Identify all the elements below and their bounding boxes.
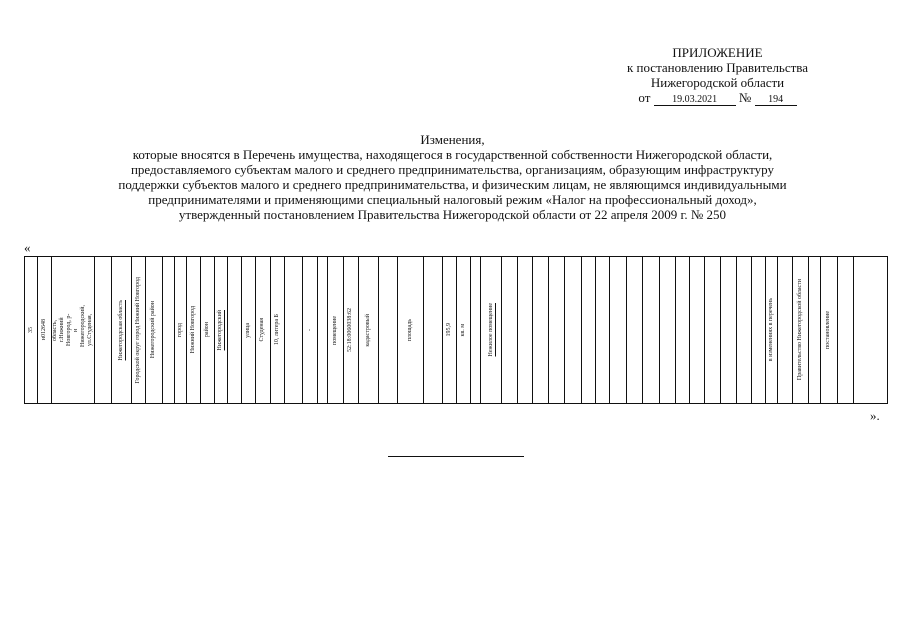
table-cell-text: область, г.Нижний Новгород, р-н Нижегородский, ул.Студеная, <box>51 305 93 347</box>
table-cell <box>201 257 215 403</box>
table-cell <box>854 257 887 403</box>
title-line-4: поддержки субъектов малого и среднего предпринимательства, и физическим лицам, не являющимся индивидуальными <box>118 177 787 192</box>
appendix-date-row <box>590 90 845 106</box>
table-cell-text: Нижегородский район <box>150 301 157 359</box>
table-cell-text: Нежилое помещение <box>487 303 494 357</box>
table-cell <box>379 257 397 403</box>
table-cell <box>690 257 704 403</box>
document-title <box>30 132 875 222</box>
table-cell <box>549 257 565 403</box>
table-cell-text: город <box>177 322 184 338</box>
table-cell <box>809 257 821 403</box>
table-cell <box>533 257 549 403</box>
table-cell-text: 52:18:0060038:62 <box>347 307 354 352</box>
table-cell <box>52 257 95 403</box>
table-cell-text: улица <box>245 322 252 338</box>
table-cell <box>596 257 610 403</box>
table-cell-text: - <box>306 329 313 331</box>
table-cell <box>721 257 737 403</box>
table-cell <box>256 257 270 403</box>
table-cell-text: 35 <box>27 327 34 333</box>
table-cell <box>25 257 38 403</box>
table-cell <box>187 257 201 403</box>
table-cell <box>627 257 643 403</box>
table-cell-text: кв. м <box>460 323 467 337</box>
table-cell <box>146 257 163 403</box>
opening-quote: « <box>24 240 31 255</box>
title-line-3: предоставляемого субъектам малого и среднего предпринимательства, организациям, образующим инфраструктуру <box>130 162 775 177</box>
appendix-date: 19.03.2021 <box>654 94 736 106</box>
table-cell <box>457 257 471 403</box>
table-cell <box>424 257 442 403</box>
title-line-6: утвержденный постановлением Правительства Нижегородской области от 22 апреля 2009 г. № 250 <box>178 207 727 222</box>
table-cell <box>215 257 227 403</box>
changes-table <box>24 256 888 404</box>
table-cell <box>610 257 626 403</box>
closing-quote: ». <box>870 408 880 423</box>
table-cell <box>242 257 256 403</box>
table-cell <box>676 257 690 403</box>
table-cell-text: Городской округ город Нижний Новгород <box>135 276 142 384</box>
table-cell-text: 10, литера Б <box>273 314 280 346</box>
table-cell-text: площадь <box>406 318 413 342</box>
table-cell <box>643 257 659 403</box>
table-cell-text: Нижегородская область <box>118 299 125 361</box>
title-line-1: Изменения, <box>420 132 485 147</box>
table-cell <box>303 257 317 403</box>
table-cell <box>752 257 766 403</box>
table-cell-text: Студеная <box>259 318 266 342</box>
table-cell <box>228 257 242 403</box>
table-cell <box>502 257 518 403</box>
table-cell <box>175 257 186 403</box>
table-cell-text: Правительство Нижегородской области <box>796 279 803 381</box>
table-cell <box>838 257 854 403</box>
table-cell <box>582 257 596 403</box>
title-line-5: предпринимателями и применяющими специальный налоговый режим «Налог на профессиональный доход», <box>148 192 757 207</box>
table-cell <box>328 257 344 403</box>
table-cell-text: 195,9 <box>445 323 452 337</box>
title-line-2: которые вносятся в Перечень имущества, находящегося в государственной собственности Нижегородской области, <box>132 147 773 162</box>
appendix-number-label: № <box>738 90 752 105</box>
table-cell-text: н012648 <box>40 319 47 341</box>
signature-line <box>388 456 524 457</box>
table-cell <box>132 257 145 403</box>
table-cell <box>359 257 379 403</box>
appendix-line-2: Нижегородской области <box>650 75 785 90</box>
table-cell-text: постановление <box>825 310 832 350</box>
appendix-heading: ПРИЛОЖЕНИЕ <box>672 45 763 60</box>
appendix-number: 194 <box>755 94 797 106</box>
table-cell-text: район <box>204 322 211 338</box>
table-cell <box>271 257 285 403</box>
table-cell <box>344 257 358 403</box>
appendix-block <box>590 45 845 106</box>
table-cell <box>737 257 751 403</box>
table-cell <box>766 257 778 403</box>
appendix-line-1: к постановлению Правительства <box>626 60 809 75</box>
table-cell <box>481 257 501 403</box>
table-cell <box>793 257 809 403</box>
table-cell-text: кадастровый <box>364 313 371 347</box>
table-cell <box>318 257 328 403</box>
table-cell <box>660 257 676 403</box>
table-cell <box>443 257 457 403</box>
appendix-from-label: от <box>638 90 651 105</box>
table-cell <box>705 257 721 403</box>
table-cell <box>38 257 51 403</box>
table-cell-text: помещение <box>332 315 339 345</box>
table-cell <box>821 257 837 403</box>
table-cell <box>285 257 303 403</box>
table-cell-text: Нижегородский <box>217 309 224 351</box>
table-cell <box>565 257 581 403</box>
table-cell <box>112 257 132 403</box>
table-cell <box>471 257 481 403</box>
table-cell <box>163 257 175 403</box>
table-cell <box>518 257 532 403</box>
table-cell-text: в изменениях в перечень <box>768 298 775 362</box>
table-cell <box>398 257 425 403</box>
table-cell <box>778 257 792 403</box>
table-cell-text: Нижний Новгород <box>189 306 196 354</box>
table-cell <box>95 257 112 403</box>
